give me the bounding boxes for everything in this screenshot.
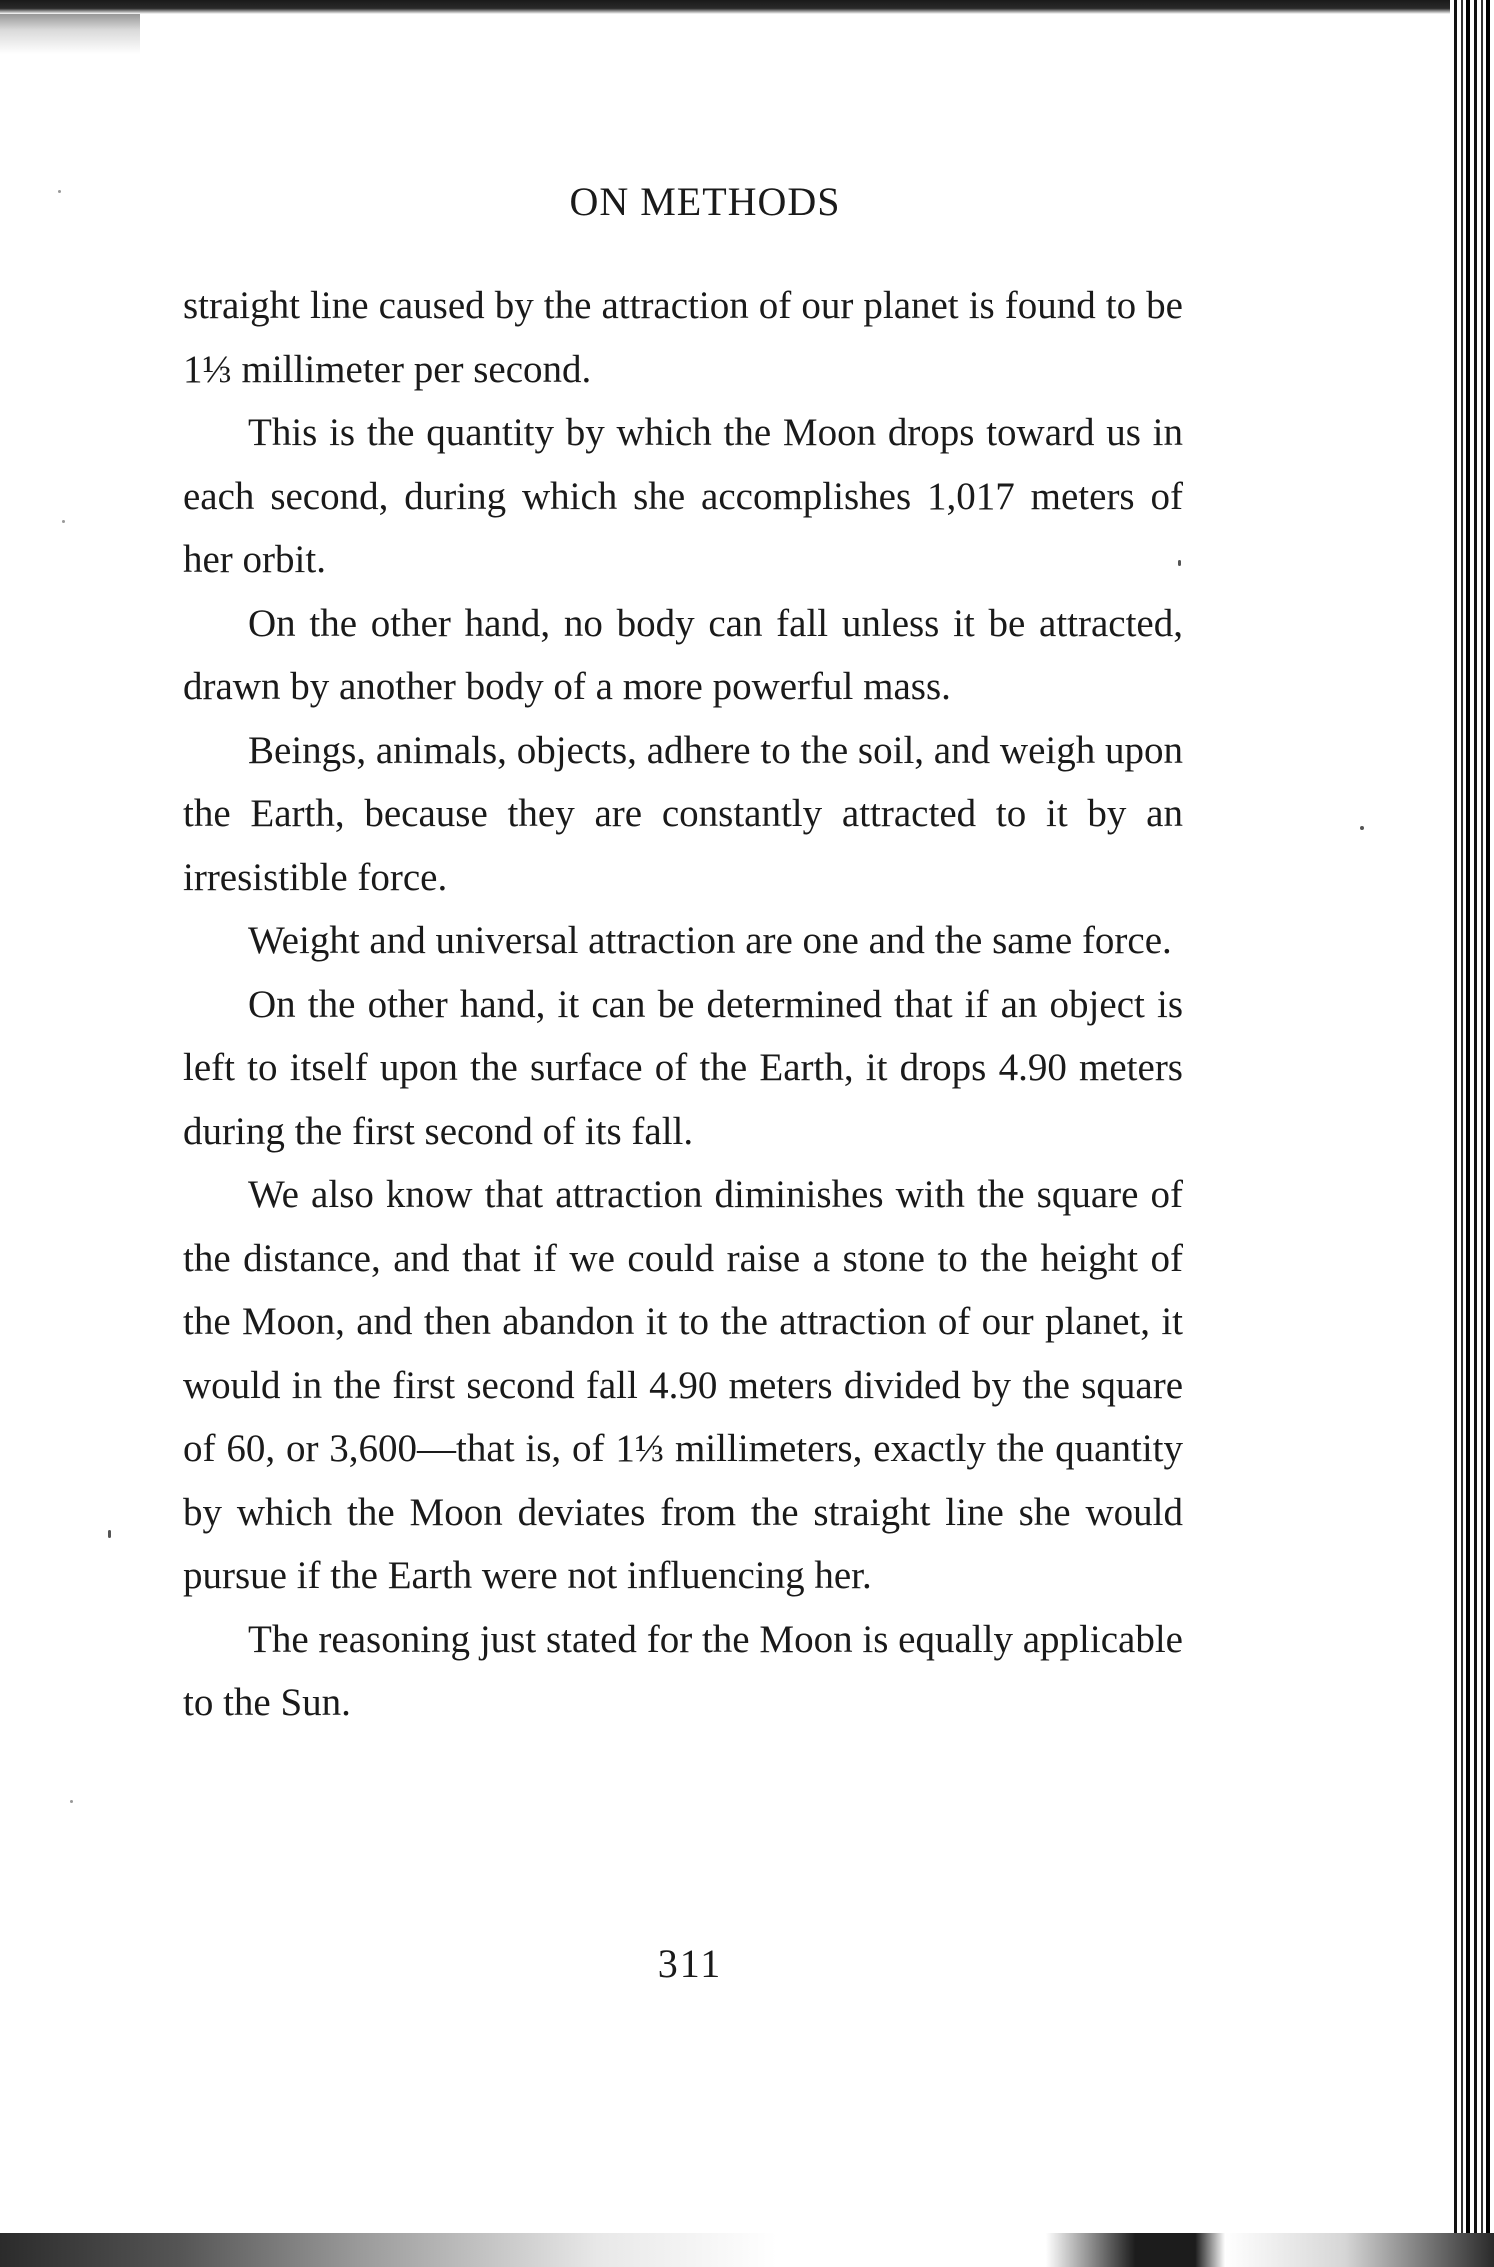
paragraph: On the other hand, it can be determined that if an object is left to itself upon the surface of the Earth, it drops 4.90 meters during the first second of its fall.	[183, 982, 1183, 1153]
paragraph: This is the quantity by which the Moon drops toward us in each second, during which she accomplishes 1,017 meters of her orbit.	[183, 411, 1183, 581]
paragraph-continued: straight line caused by the attraction of our planet is found to be 1⅓ millimeter per second.	[183, 284, 1183, 391]
scan-edge-right	[1450, 0, 1494, 2267]
paragraph: Beings, animals, objects, adhere to the soil, and weigh upon the Earth, because they are constantly attracted to it by an irresistible force.	[183, 728, 1183, 899]
page-number: 311	[657, 1941, 723, 1986]
scan-speck	[1360, 826, 1364, 830]
scan-speck	[108, 1530, 111, 1538]
scan-speck	[62, 520, 65, 523]
body-text	[183, 274, 1183, 1735]
paragraph: We also know that attraction diminishes with the square of the distance, and that if we could raise a stone to the height of the Moon, and then abandon it to the attraction of our planet, it would in the first second fall 4.90 meters divided by the square of 60, or 3,600—that is, of 1⅓ millimeters, exactly the quantity by which the Moon deviates from the straight line she would pursue if the Earth were not influencing her.	[183, 1173, 1183, 1597]
paragraph: On the other hand, no body can fall unless it be attracted, drawn by another body of a more powerful mass.	[183, 601, 1183, 708]
scan-edge-bottom	[0, 2233, 1494, 2267]
running-head: ON METHODS	[569, 179, 841, 224]
scan-speck	[70, 1800, 73, 1803]
scan-shadow-top-left	[0, 14, 140, 54]
paragraph: Weight and universal attraction are one and the same force.	[248, 919, 1172, 962]
scan-edge-top	[0, 0, 1494, 14]
paragraph: The reasoning just stated for the Moon is equally applicable to the Sun.	[183, 1617, 1183, 1724]
